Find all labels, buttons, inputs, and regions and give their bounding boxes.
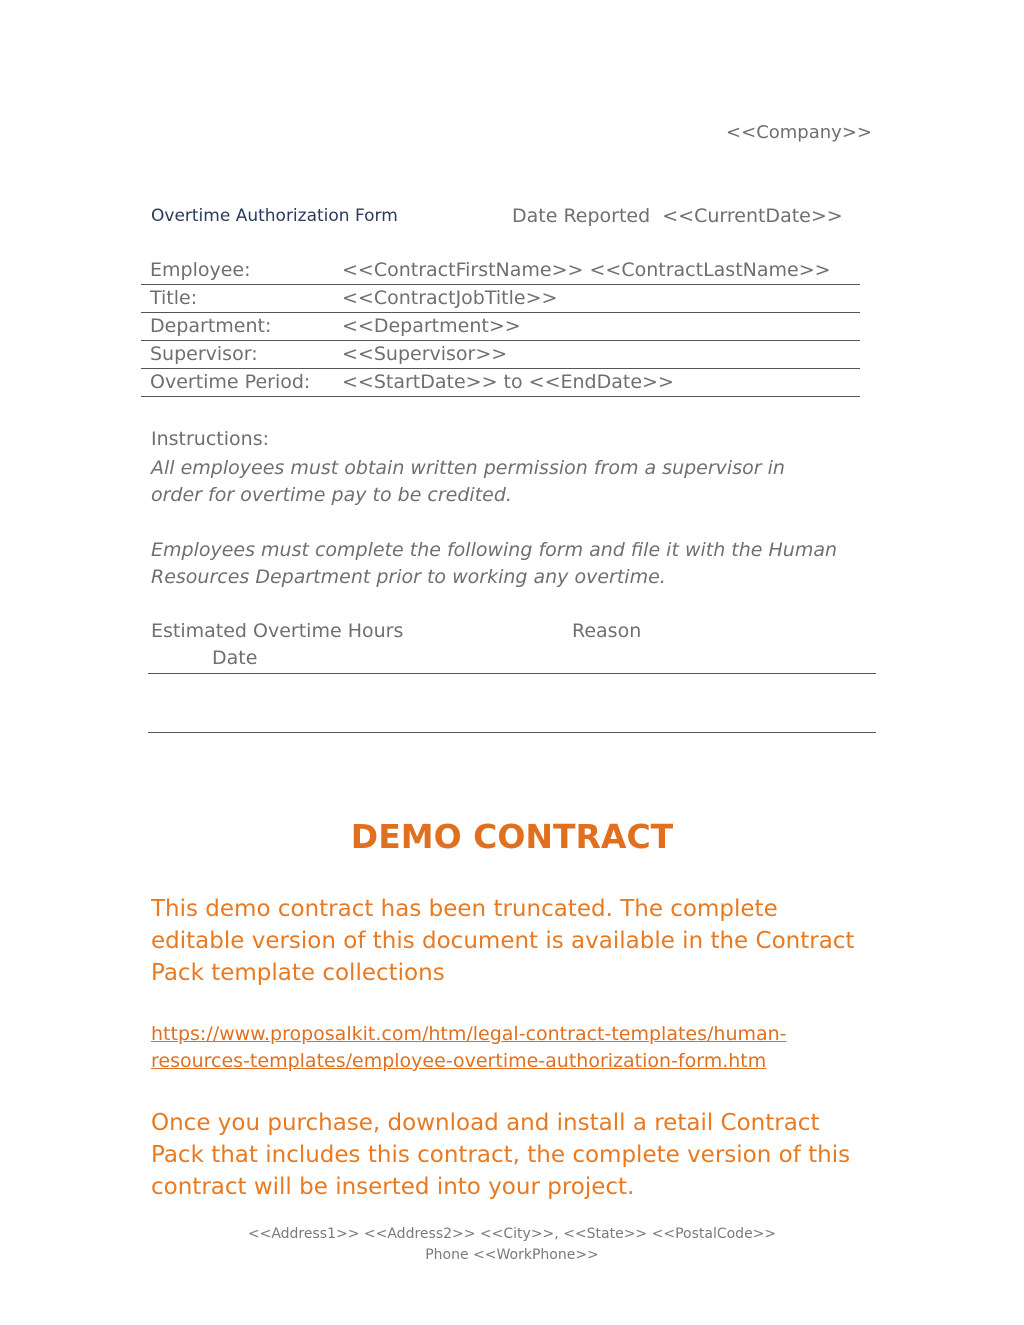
table-divider (148, 732, 876, 733)
overtime-period-label: Overtime Period: (141, 369, 333, 397)
column-header-date: Date (212, 647, 258, 669)
purchase-notice-paragraph: Once you purchase, download and install a retail Contract Pack that includes this contract, the complete version of this contract will be inserted into your project. (151, 1110, 851, 1200)
supervisor-value: <<Supervisor>> (333, 341, 860, 369)
date-reported (512, 205, 843, 227)
date-reported-label: Date Reported (512, 205, 651, 227)
product-link[interactable]: https://www.proposalkit.com/htm/legal-contract-templates/human-resources-templates/employee-overtime-authorization-form.htm (151, 1023, 787, 1072)
column-header-reason: Reason (572, 620, 642, 642)
overtime-period-value: <<StartDate>> to <<EndDate>> (333, 369, 860, 397)
table-row (141, 285, 860, 313)
demo-contract-title: DEMO CONTRACT (350, 817, 674, 856)
instructions-paragraph-2: Employees must complete the following form and file it with the Human Resources Department prior to working any overtime. (151, 539, 838, 588)
instructions-label: Instructions: (151, 428, 269, 450)
table-row (141, 313, 860, 341)
table-row (141, 369, 860, 397)
table-row (141, 341, 860, 369)
demo-notice-paragraph: This demo contract has been truncated. The complete editable version of this document is available in the Contract Pack template collections (151, 896, 855, 986)
footer-phone: Phone <<WorkPhone>> (425, 1247, 599, 1263)
employee-label: Employee: (141, 257, 333, 285)
title-label: Title: (141, 285, 333, 313)
supervisor-label: Supervisor: (141, 341, 333, 369)
table-row (141, 257, 860, 285)
instructions-paragraph-1: All employees must obtain written permission from a supervisor in order for overtime pay to be credited. (151, 457, 785, 506)
company-name: <<Company>> (726, 122, 872, 143)
form-title: Overtime Authorization Form (151, 206, 398, 226)
department-value: <<Department>> (333, 313, 860, 341)
date-reported-value: <<CurrentDate>> (662, 205, 843, 227)
column-header-hours: Estimated Overtime Hours (151, 620, 404, 642)
employee-value: <<ContractFirstName>> <<ContractLastName>> (333, 257, 860, 285)
employee-info-table (141, 257, 860, 397)
footer-address: <<Address1>> <<Address2>> <<City>>, <<State>> <<PostalCode>> (247, 1226, 777, 1242)
title-value: <<ContractJobTitle>> (333, 285, 860, 313)
department-label: Department: (141, 313, 333, 341)
table-divider (148, 673, 876, 674)
